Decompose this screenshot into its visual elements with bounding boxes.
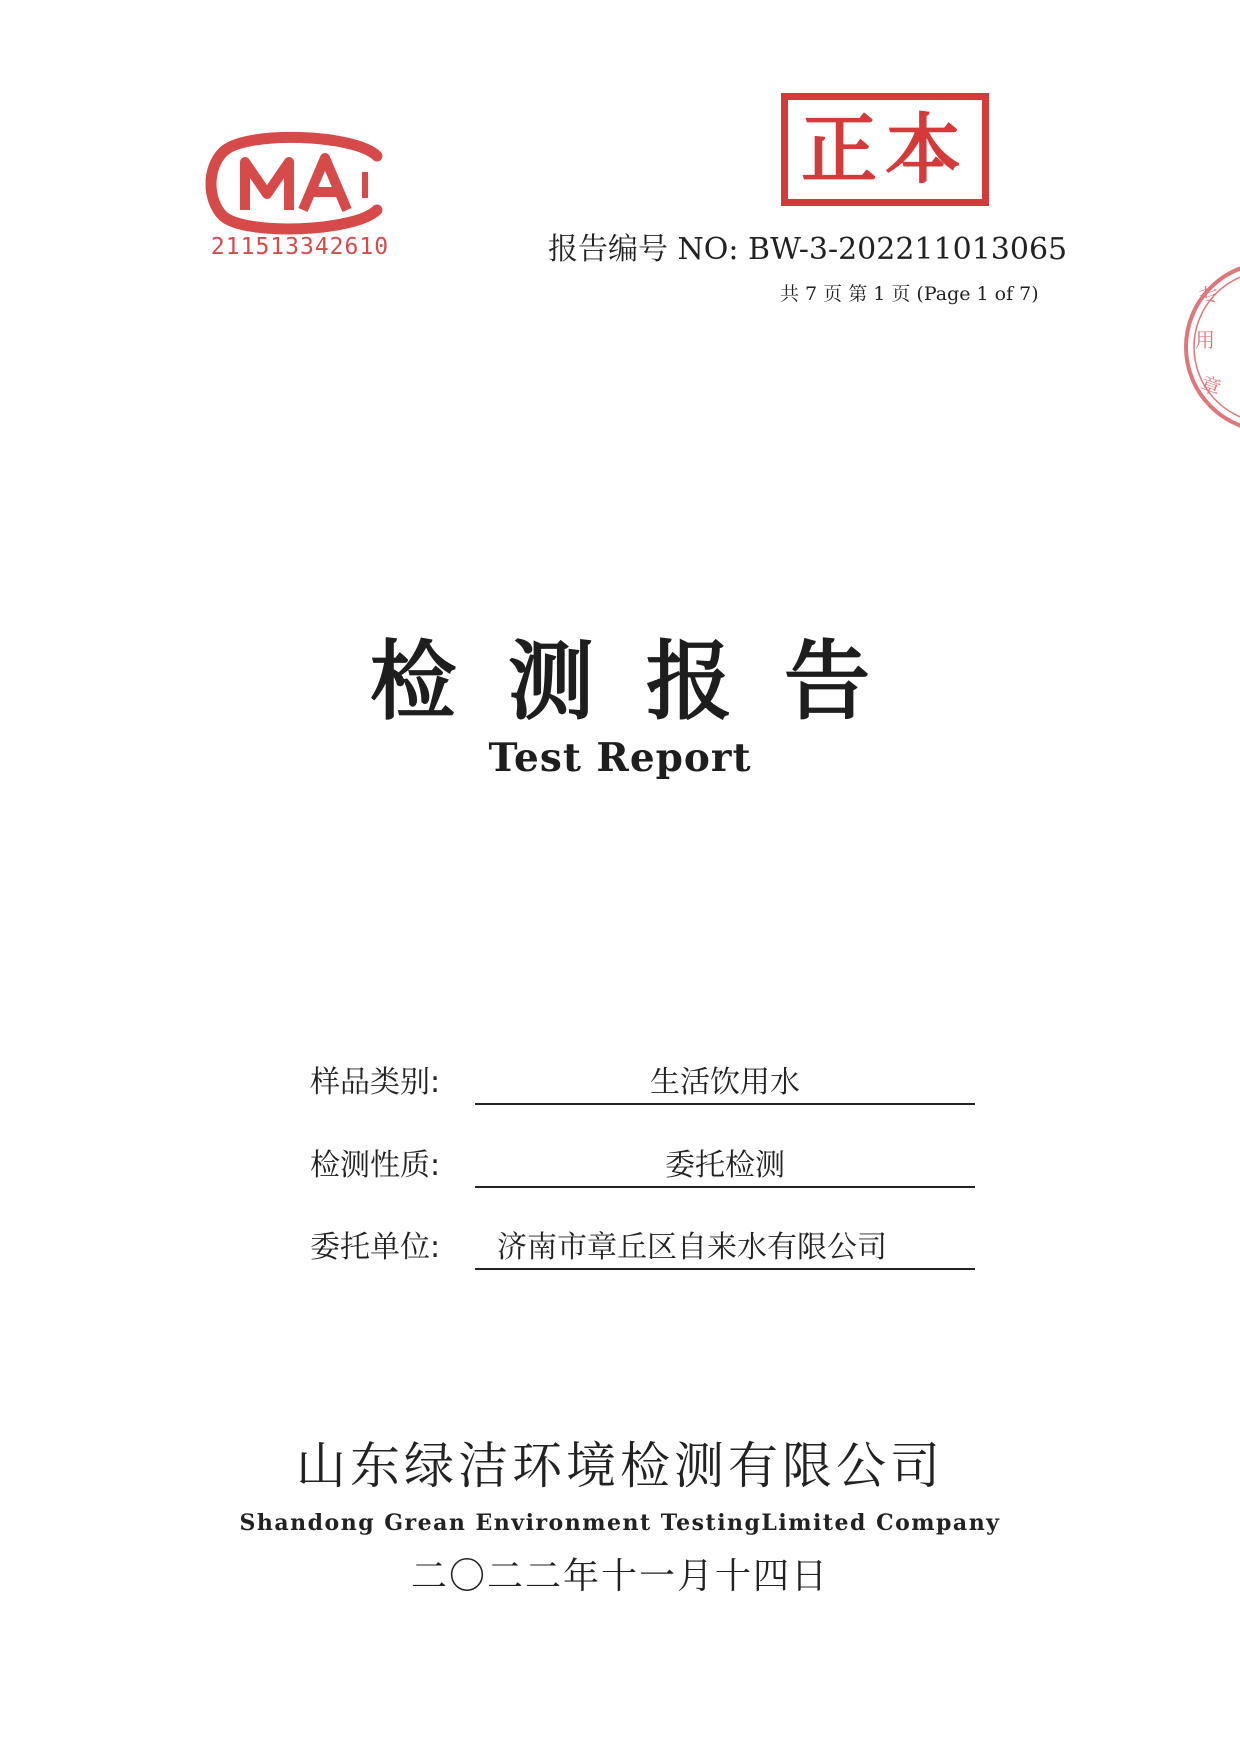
report-date: 二〇二二年十一月十四日 <box>410 1556 829 1597</box>
field-sample-category <box>310 1057 990 1107</box>
svg-text:用: 用 <box>1195 328 1215 352</box>
cma-certification-stamp <box>205 128 395 268</box>
report-title-chinese: 检测报告 <box>370 631 922 732</box>
report-title-english: Test Report <box>488 735 752 781</box>
original-copy-label: 正本 <box>801 104 969 194</box>
cma-certificate-number: 211513342610 <box>210 234 390 260</box>
svg-text:章: 章 <box>1197 371 1225 401</box>
report-number: 报告编号 NO: BW-3-202211013065 <box>548 232 1068 267</box>
page-info: 共 7 页 第 1 页 (Page 1 of 7) <box>780 283 1039 305</box>
company-name-chinese: 山东绿洁环境检测有限公司 <box>296 1437 944 1495</box>
field-test-nature <box>310 1140 990 1190</box>
original-copy-stamp <box>781 93 989 206</box>
cma-logo-graphic <box>205 128 395 238</box>
company-name-english: Shandong Grean Environment TestingLimited Company <box>239 1510 1001 1536</box>
field-value: 生活饮用水 <box>475 1057 975 1105</box>
svg-text:专: 专 <box>1195 280 1223 310</box>
field-value: 委托检测 <box>475 1140 975 1188</box>
field-label: 委托单位: <box>310 1230 441 1265</box>
edge-seal-graphic <box>1175 255 1240 440</box>
edge-seal-stamp <box>1175 255 1240 440</box>
field-label: 样品类别: <box>310 1065 441 1100</box>
field-value: 济南市章丘区自来水有限公司 <box>475 1222 975 1270</box>
field-client <box>310 1222 990 1272</box>
field-label: 检测性质: <box>310 1148 441 1183</box>
